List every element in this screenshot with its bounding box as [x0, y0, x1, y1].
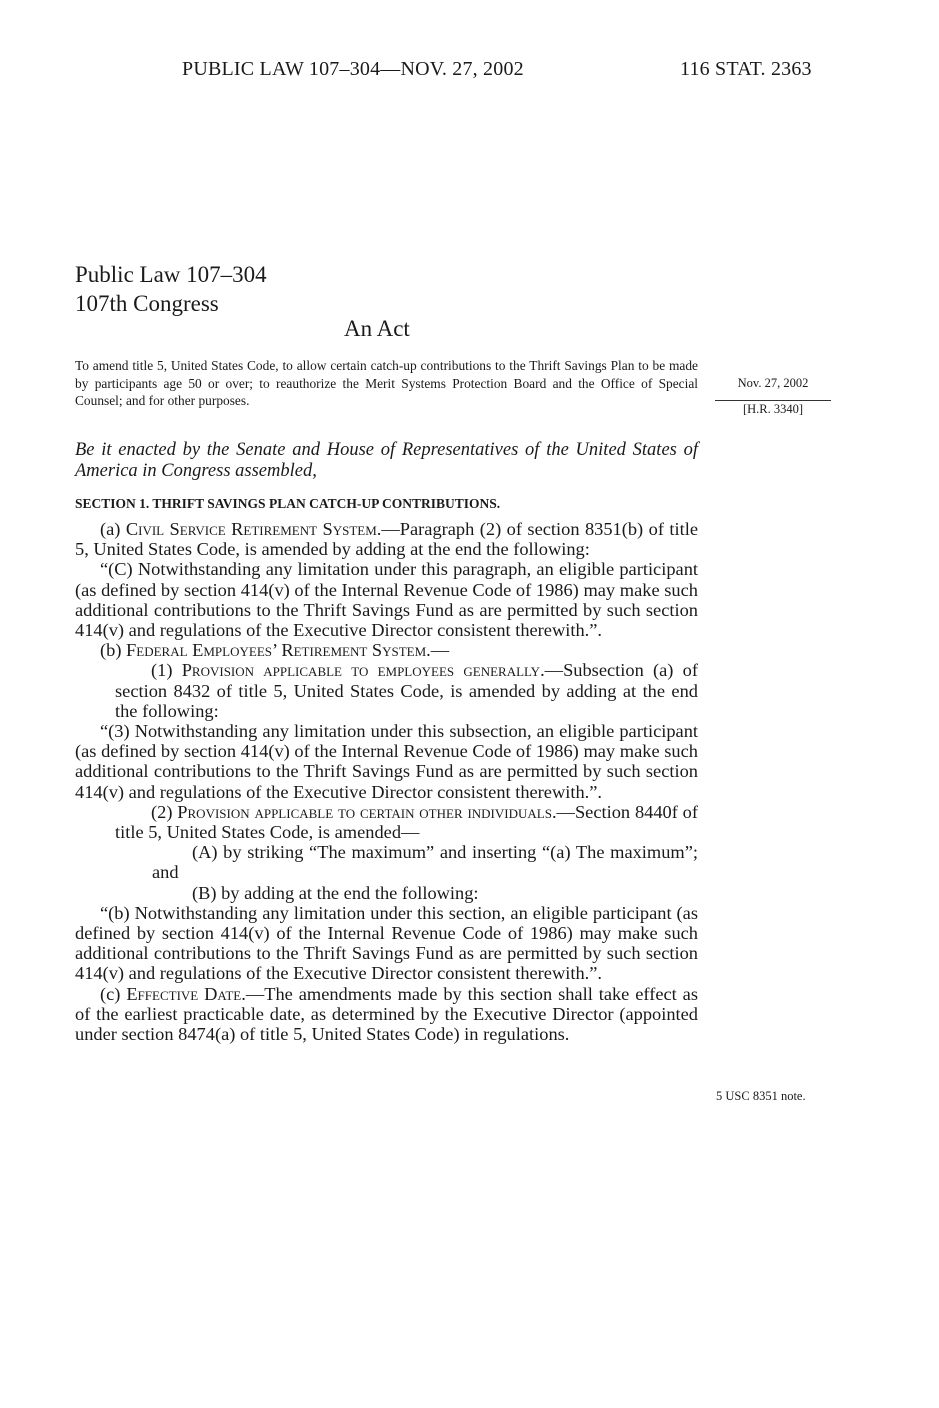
subsection-a-text: .—Paragraph (2) of section 8351(b) of title 5, United States Code, is amended by adding at the end the following: [75, 519, 698, 560]
margin-bill-number: [H.R. 3340] [715, 400, 831, 417]
subparagraph-b2b: (B) by adding at the end the following: [192, 882, 479, 903]
subsection-a-heading: Civil Service Retirement System [125, 519, 377, 539]
running-header-citation: PUBLIC LAW 107–304—NOV. 27, 2002 [182, 58, 524, 80]
margin-usc-note: 5 USC 8351 note. [716, 1089, 806, 1103]
paragraph-b2-label: (2) [151, 801, 178, 822]
subsection-b-heading: Federal Employees’ Retirement System [126, 640, 427, 661]
paragraph-b1-quote: “(3) Notwithstanding any limitation under this subsection, an eligible participant (as defined by section 414(v) of the Internal Revenue Code of 1986) may make such additional contributions to the Thrift Savings Fund as are permitted by such section 414(v) and regulations of the Executive Director consistent therewith.”. [75, 721, 698, 802]
paragraph-b1-text: .—Subsection (a) of section 8432 of title 5, United States Code, is amended by adding at the end the following: [115, 660, 698, 721]
section-body [75, 519, 698, 1044]
act-title: An Act [344, 316, 410, 341]
subsection-a-label: (a) [100, 519, 126, 539]
paragraph-b1 [75, 660, 698, 721]
subsection-c [75, 984, 698, 1045]
paragraph-b2-text: .—Section 8440f of title 5, United States Code, is amended— [115, 801, 698, 843]
paragraph-b2 [75, 802, 698, 842]
act-purpose: To amend title 5, United States Code, to allow certain catch-up contributions to the Thrift Savings Plan to be made by participants age 50 or over; to reauthorize the Merit Systems Protection Board and the Office of Special Counsel; and for other purposes. [75, 358, 698, 408]
enacting-clause: Be it enacted by the Senate and House of Representatives of the United States of America in Congress assembled, [75, 440, 698, 481]
section-heading: SECTION 1. THRIFT SAVINGS PLAN CATCH-UP CONTRIBUTIONS. [75, 496, 501, 511]
subparagraph-b2a: (A) by striking “The maximum” and inserting “(a) The maximum”; and [152, 842, 698, 883]
congress-number: 107th Congress [75, 291, 219, 316]
margin-date: Nov. 27, 2002 [737, 376, 809, 390]
subsection-b-label: (b) [100, 640, 127, 661]
subsection-a-quote: “(C) Notwithstanding any limitation under this paragraph, an eligible participant (as defined by section 414(v) of the Internal Revenue Code of 1986) may make such additional contributions to the Thrift Savings Fund as are permitted by such section 414(v) and regulations of the Executive Director consistent therewith.”. [75, 559, 698, 641]
subsection-c-label: (c) [100, 983, 127, 1004]
running-header-stat-page: 116 STAT. 2363 [680, 58, 812, 80]
subsection-b-text: .— [426, 640, 450, 661]
paragraph-b2-quote: “(b) Notwithstanding any limitation under this section, an eligible participant (as defined by section 414(v) of the Internal Revenue Code of 1986) may make such additional contributions to the Thrift Savings Fund as are permitted by such section 414(v) and regulations of the Executive Director consistent therewith.”. [75, 902, 698, 984]
subsection-b [75, 640, 698, 660]
subsection-c-text: .—The amendments made by this section shall take effect as of the earliest practicable date, as determined by the Executive Director (appointed under section 8474(a) of title 5, United States Code) in regulations. [75, 983, 698, 1045]
paragraph-b2-heading: Provision applicable to certain other individuals [177, 801, 552, 822]
paragraph-b1-label: (1) [151, 660, 182, 681]
subsection-c-heading: Effective Date [126, 983, 242, 1004]
public-law-number: Public Law 107–304 [75, 262, 267, 287]
paragraph-b1-heading: Provision applicable to employees generally [181, 660, 541, 681]
subsection-a [75, 519, 698, 559]
